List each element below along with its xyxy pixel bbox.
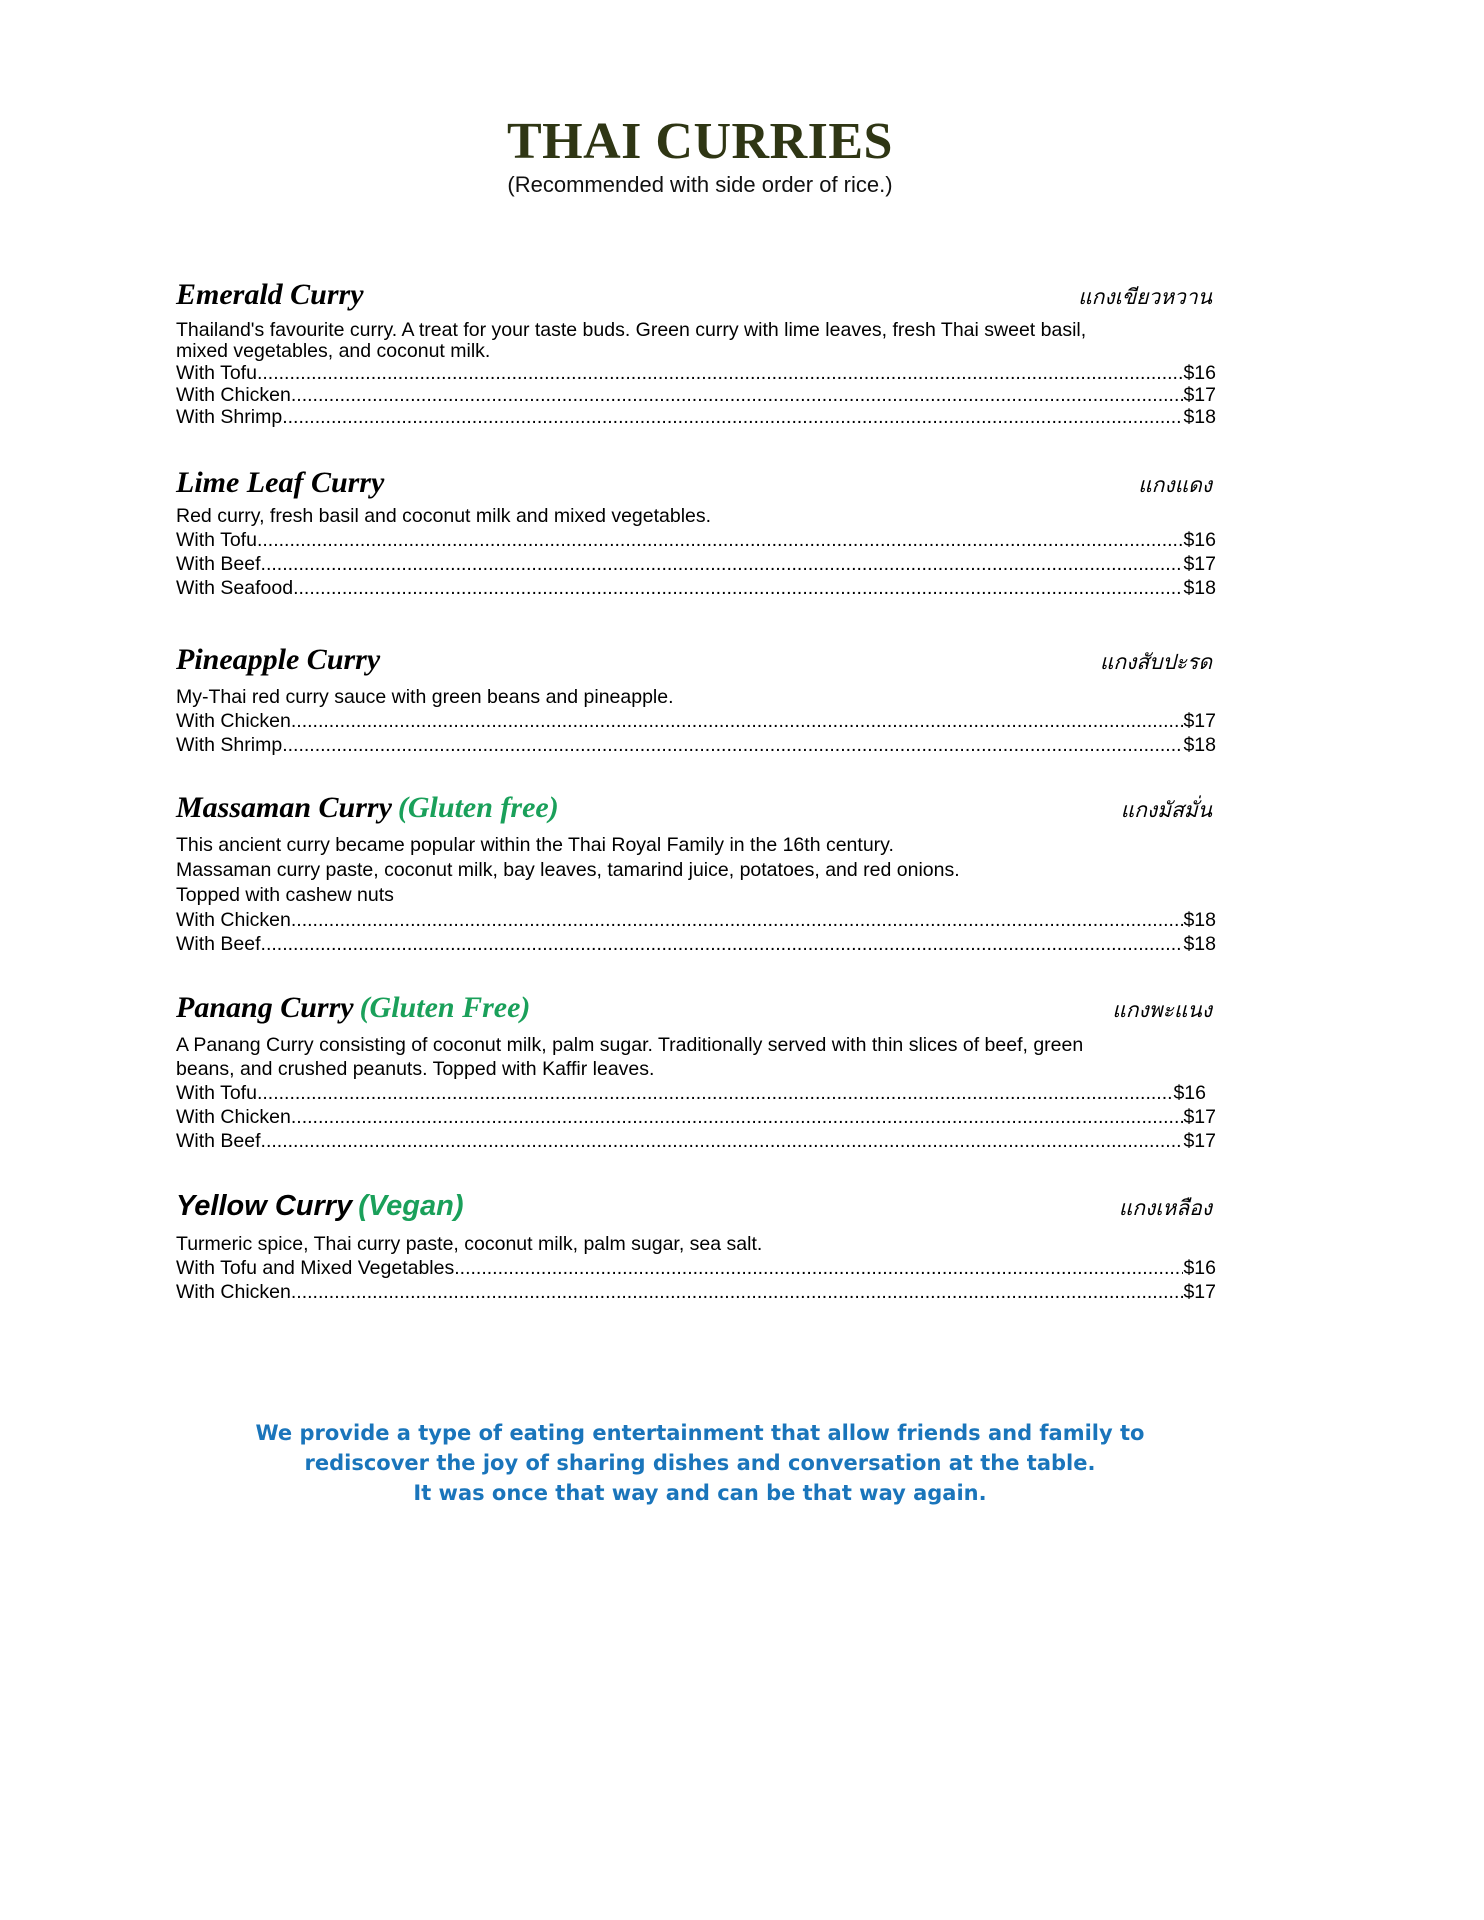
dish-name <box>176 991 530 1025</box>
option-label: With Chicken <box>176 1106 291 1128</box>
leader-dots <box>257 1081 1174 1105</box>
restaurant-tagline <box>0 1418 1400 1508</box>
leader-dots <box>261 552 1184 576</box>
option-label: With Beef <box>176 553 261 575</box>
tagline-line: It was once that way and can be that way again. <box>413 1481 987 1505</box>
dish-name <box>176 643 380 677</box>
dish-name <box>176 466 384 500</box>
dietary-note: (Gluten free) <box>397 791 559 824</box>
dish-thai-name: แกงเขียวหวาน <box>1078 285 1212 309</box>
leader-dots <box>291 709 1184 733</box>
option-price: $17 <box>1183 1281 1216 1303</box>
dish-name-text: Lime Leaf Curry <box>176 466 385 499</box>
price-option <box>176 384 1216 406</box>
option-price: $17 <box>1183 553 1216 575</box>
menu-section-emerald-curry <box>176 278 1216 428</box>
option-price: $18 <box>1183 577 1216 599</box>
menu-section-massaman-curry <box>176 791 1216 956</box>
tagline-line: We provide a type of eating entertainment that allow friends and family to <box>255 1421 1145 1445</box>
dish-name-text: Panang Curry <box>176 991 354 1024</box>
leader-dots <box>291 1280 1184 1304</box>
dish-description <box>176 685 1216 709</box>
price-option <box>176 1256 1216 1280</box>
dish-description <box>176 833 1216 908</box>
page-title: THAI CURRIES <box>507 113 893 170</box>
option-price: $18 <box>1183 406 1216 428</box>
dish-name-text: Emerald Curry <box>176 278 364 311</box>
menu-section-panang-curry <box>176 991 1216 1153</box>
leader-dots <box>257 362 1184 384</box>
price-option <box>176 552 1216 576</box>
price-option <box>176 908 1216 932</box>
price-option <box>176 576 1216 600</box>
option-label: With Chicken <box>176 384 291 406</box>
option-label: With Seafood <box>176 577 294 599</box>
price-option <box>176 1129 1216 1153</box>
menu-section-pineapple-curry <box>176 643 1216 757</box>
option-price: $18 <box>1183 734 1216 756</box>
dish-thai-name: แกงพะแนง <box>1112 998 1212 1022</box>
dish-description <box>176 1033 1216 1081</box>
dietary-note: (Vegan) <box>358 1190 464 1222</box>
option-label: With Chicken <box>176 909 291 931</box>
option-price: $17 <box>1183 1130 1216 1152</box>
option-price: $17 <box>1183 384 1216 406</box>
dish-description <box>176 1232 1216 1256</box>
option-label: With Tofu <box>176 529 257 551</box>
description-line: Topped with cashew nuts <box>176 884 394 906</box>
dish-thai-name: แกงแดง <box>1138 473 1212 497</box>
price-option <box>176 1105 1216 1129</box>
price-option <box>176 406 1216 428</box>
option-label: With Tofu and Mixed Vegetables <box>176 1257 455 1279</box>
price-option <box>176 733 1216 757</box>
leader-dots <box>261 1129 1184 1153</box>
dish-name <box>176 1190 463 1223</box>
option-price: $18 <box>1183 933 1216 955</box>
page-subtitle: (Recommended with side order of rice.) <box>507 172 893 197</box>
price-option <box>176 362 1216 384</box>
menu-section-yellow-curry <box>176 1190 1216 1304</box>
description-line: beans, and crushed peanuts. Topped with Kaffir leaves. <box>176 1058 655 1080</box>
price-option <box>176 709 1216 733</box>
option-price: $16 <box>1183 1257 1216 1279</box>
leader-dots <box>257 528 1184 552</box>
option-price: $17 <box>1183 1106 1216 1128</box>
dish-thai-name: แกงสับปะรด <box>1099 650 1212 674</box>
price-option <box>176 932 1216 956</box>
menu-section-lime-leaf-curry <box>176 466 1216 600</box>
leader-dots <box>282 733 1183 757</box>
dietary-note: (Gluten Free) <box>359 991 531 1024</box>
dish-name-text: Yellow Curry <box>176 1190 353 1222</box>
leader-dots <box>291 1105 1184 1129</box>
price-option <box>176 1280 1216 1304</box>
description-line: Thailand's favourite curry. A treat for your taste buds. Green curry with lime leaves, fresh Thai sweet basil, <box>176 319 1087 341</box>
description-line: A Panang Curry consisting of coconut milk, palm sugar. Traditionally served with thin slices of beef, green <box>176 1034 1084 1056</box>
description-line: mixed vegetables, and coconut milk. <box>176 340 491 362</box>
dish-description <box>176 320 1216 362</box>
dish-name-text: Massaman Curry <box>176 791 392 824</box>
tagline-line: rediscover the joy of sharing dishes and conversation at the table. <box>304 1451 1096 1475</box>
option-label: With Beef <box>176 933 261 955</box>
option-price: $17 <box>1183 710 1216 732</box>
description-line: Red curry, fresh basil and coconut milk and mixed vegetables. <box>176 505 712 527</box>
leader-dots <box>293 576 1183 600</box>
price-option <box>176 1081 1206 1105</box>
description-line: This ancient curry became popular within the Thai Royal Family in the 16th century. <box>176 834 894 856</box>
dish-name <box>176 791 559 825</box>
leader-dots <box>261 932 1184 956</box>
option-label: With Tofu <box>176 1082 257 1104</box>
option-label: With Tofu <box>176 362 257 384</box>
leader-dots <box>291 384 1184 406</box>
option-label: With Chicken <box>176 1281 291 1303</box>
leader-dots <box>282 406 1183 428</box>
option-price: $16 <box>1183 529 1216 551</box>
option-label: With Shrimp <box>176 406 283 428</box>
leader-dots <box>291 908 1184 932</box>
leader-dots <box>454 1256 1183 1280</box>
description-line: Turmeric spice, Thai curry paste, coconut milk, palm sugar, sea salt. <box>176 1233 763 1255</box>
option-price: $16 <box>1183 362 1216 384</box>
dish-name <box>176 278 364 312</box>
option-price: $18 <box>1183 909 1216 931</box>
dish-thai-name: แกงเหลือง <box>1118 1196 1212 1220</box>
option-label: With Shrimp <box>176 734 283 756</box>
option-price: $16 <box>1173 1082 1206 1104</box>
option-label: With Chicken <box>176 710 291 732</box>
description-line: Massaman curry paste, coconut milk, bay leaves, tamarind juice, potatoes, and red onions. <box>176 859 960 881</box>
price-option <box>176 528 1216 552</box>
option-label: With Beef <box>176 1130 261 1152</box>
dish-thai-name: แกงมัสมั่น <box>1120 798 1212 822</box>
dish-name-text: Pineapple Curry <box>176 643 381 676</box>
dish-description <box>176 504 1216 528</box>
description-line: My-Thai red curry sauce with green beans and pineapple. <box>176 686 674 708</box>
